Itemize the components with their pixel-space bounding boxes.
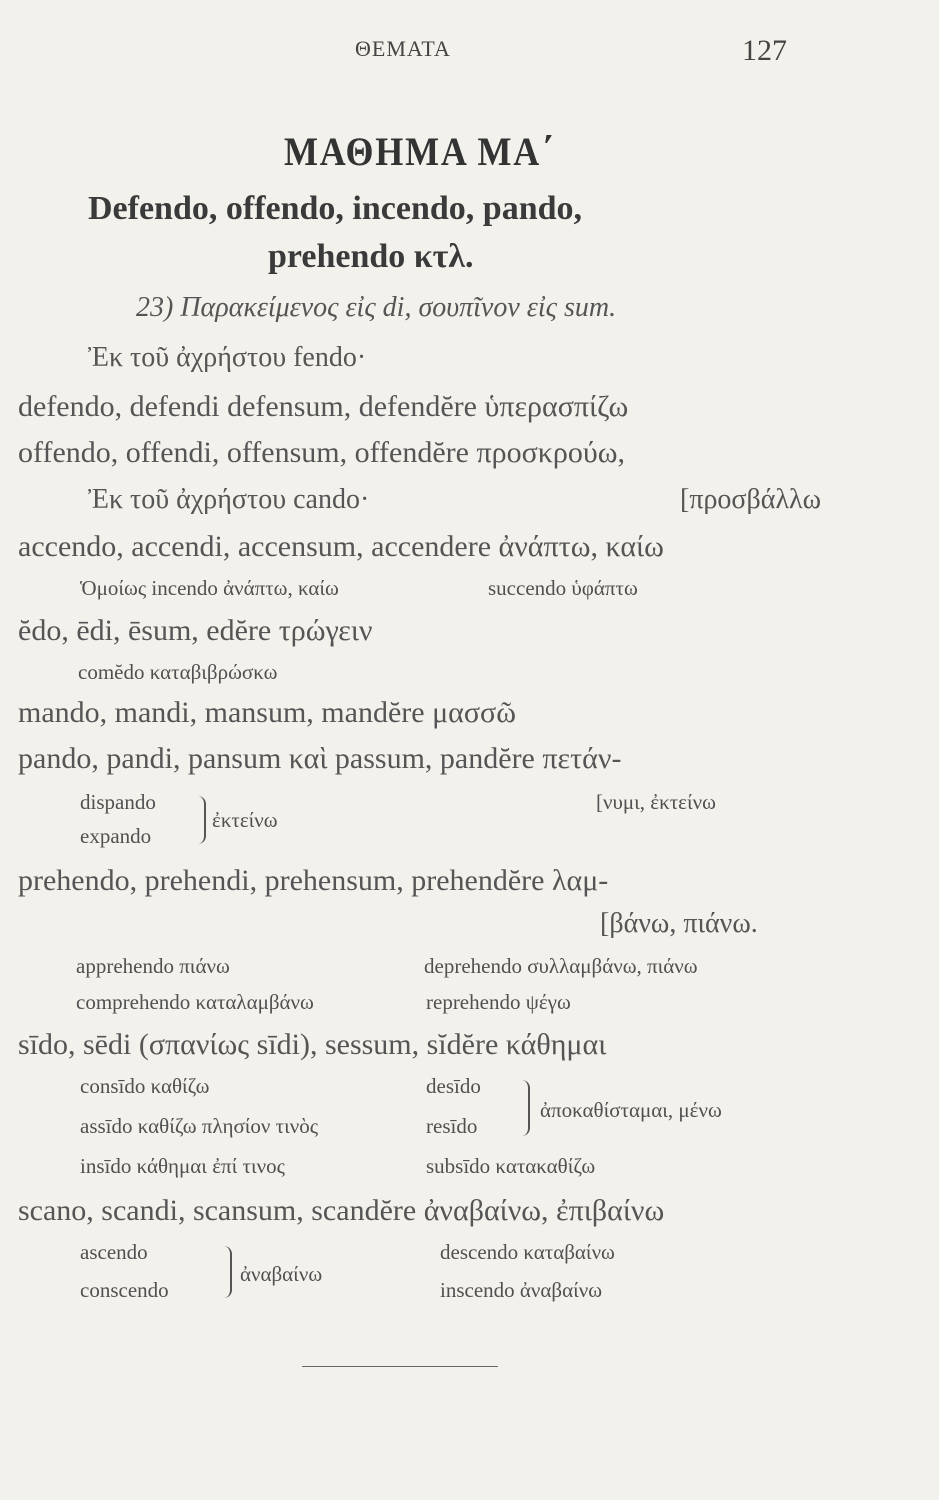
text-line: ἀναβαίνω [240, 1262, 323, 1286]
lesson-title: ΜΑΘΗΜΑ ΜΑ΄ [284, 129, 555, 174]
text-line: accendo, accendi, accensum, accendere ἀνάπτω, καίω [18, 530, 664, 563]
text-line: Ὁμοίως incendo ἀνάπτω, καίω [80, 576, 339, 600]
text-line: Ἐκ τοῦ ἀχρήστου fendo· [88, 342, 367, 373]
text-line: subsīdo κατακαθίζω [426, 1154, 596, 1178]
brace [520, 1080, 530, 1136]
text-line: pando, pandi, pansum καὶ passum, pandĕre πετάν- [18, 742, 622, 775]
footer-rule [302, 1366, 498, 1367]
brace [196, 796, 206, 844]
text-line: [βάνω, πιάνω. [600, 908, 758, 939]
text-line: comĕdo καταβιβρώσκω [78, 660, 278, 684]
text-line: defendo, defendi defensum, defendĕre ὑπερασπίζω [18, 390, 629, 423]
text-line: ascendo [80, 1240, 148, 1264]
text-line: insīdo κάθημαι ἐπί τινος [80, 1154, 285, 1178]
text-line: offendo, offendi, offensum, offendĕre προσκρούω, [18, 436, 625, 469]
subtitle-line-2: prehendo κτλ. [268, 238, 474, 275]
text-line: scano, scandi, scansum, scandĕre ἀναβαίνω, ἐπιβαίνω [18, 1194, 665, 1227]
text-line: apprehendo πιάνω [76, 954, 230, 978]
text-line: descendo καταβαίνω [440, 1240, 615, 1264]
text-line: ἀποκαθίσταμαι, μένω [540, 1098, 722, 1122]
brace [222, 1246, 232, 1298]
text-line: conscendo [80, 1278, 169, 1302]
subtitle-line-1: Defendo, offendo, incendo, pando, [88, 190, 583, 227]
text-line: comprehendo καταλαμβάνω [76, 990, 314, 1014]
text-line: Ἐκ τοῦ ἀχρήστου cando· [88, 484, 370, 515]
text-line: assīdo καθίζω πλησίον τινὸς [80, 1114, 319, 1138]
text-line: dispando [80, 790, 156, 814]
text-line: [προσβάλλω [680, 484, 822, 515]
text-line: inscendo ἀναβαίνω [440, 1278, 603, 1302]
text-line: reprehendo ψέγω [426, 990, 571, 1014]
text-line: consīdo καθίζω [80, 1074, 210, 1098]
text-line: expando [80, 824, 152, 848]
page-number: 127 [742, 34, 787, 67]
text-line: succendo ὑφάπτω [488, 576, 638, 600]
text-line: desīdo [426, 1074, 481, 1098]
text-line: ĕdo, ēdi, ēsum, edĕre τρώγειν [18, 614, 373, 647]
running-header: ΘΕΜΑΤΑ [355, 36, 451, 61]
text-line: mando, mandi, mansum, mandĕre μασσῶ [18, 696, 516, 729]
text-line: resīdo [426, 1114, 478, 1138]
text-line: deprehendo συλλαμβάνω, πιάνω [424, 954, 698, 978]
text-line: [νυμι, ἐκτείνω [596, 790, 716, 814]
rule-heading: 23) Παρακείμενος εἰς di, σουπῖνον εἰς sum. [136, 292, 617, 323]
text-line: sīdo, sēdi (σπανίως sīdi), sessum, sĭdĕre κάθημαι [18, 1028, 607, 1061]
text-line: prehendo, prehendi, prehensum, prehendĕre λαμ- [18, 864, 609, 897]
text-line: ἐκτείνω [212, 808, 278, 832]
